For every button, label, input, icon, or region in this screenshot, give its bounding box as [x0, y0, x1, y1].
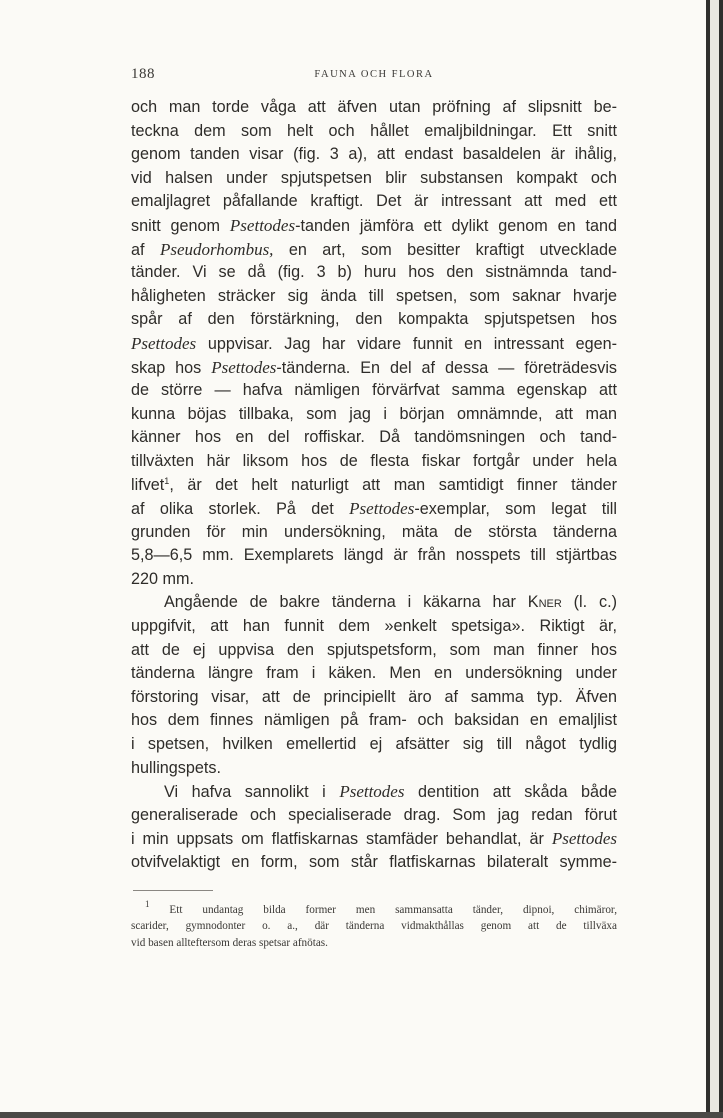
text-line [131, 474, 617, 498]
text-segment: -tanden jämföra ett dylikt genom en tand [295, 216, 618, 235]
text-line: tänderna längre fram i käken. Men en undersökning under [131, 664, 617, 683]
page-number: 188 [131, 66, 155, 82]
text-line: uppgifvit, att han funnit dem »enkelt spetsiga». Riktigt är, [131, 617, 617, 636]
text-line [131, 238, 617, 262]
footnote-marker: 1 [145, 899, 150, 909]
text-segment: uppvisar. Jag har vidare funnit en intressant egen- [207, 334, 618, 353]
italic-taxon: Psettodes [229, 215, 296, 235]
footnote-line: vid basen allteftersom deras spetsar afnötas. [131, 936, 328, 949]
text-segment: en art, som besitter kraftigt utvecklade [288, 240, 617, 259]
text-segment: lifvet [131, 475, 165, 494]
italic-taxon: Pseudorhombus, [159, 239, 274, 259]
text-segment: af olika storlek. På det [131, 500, 334, 519]
footnote [131, 899, 617, 951]
page-edge-lip [710, 0, 719, 1118]
text-line: förstoring visar, att de principiellt äro af samma typ. Äfven [131, 687, 617, 706]
text-line: generaliserade och specialiserade drag. Som jag redan förut [131, 805, 617, 824]
running-head: FAUNA OCH FLORA [314, 69, 434, 80]
text-line: tänder. Vi se då (fig. 3 b) huru hos den sistnämnda tand- [131, 263, 617, 282]
text-line [131, 780, 617, 804]
text-line: känner hos en del roffiskar. Då tandömsningen och tand- [131, 428, 617, 447]
text-line: otvifvelaktigt en form, som står flatfiskarnas bilateralt symme- [131, 853, 617, 871]
text-line: kunna böjas tillbaka, som jag i början omnämnde, att man [131, 404, 617, 423]
footnote-ref: 1 [164, 475, 170, 486]
text-line: hos dem finnes nämligen på fram- och baksidan en emaljlist [131, 711, 617, 730]
text-line [131, 332, 617, 356]
page-bottom-edge [0, 1112, 723, 1118]
text-segment: Vi hafva sannolikt i [164, 783, 326, 802]
text-line: håligheten sträcker sig ända till spetsen, som saknar hvarje [131, 286, 617, 305]
text-line: att de ej uppvisa den spjutspetsform, som man finner hos [131, 640, 617, 659]
text-line: genom tanden visar (fig. 3 a), att endast basaldelen är ihålig, [131, 145, 617, 164]
text-segment: Ett undantag bilda former men sammansatta tänder, dipnoi, chimäror, [169, 904, 617, 916]
text-line: de större — hafva nämligen förvärfvat samma egenskap att [131, 381, 617, 400]
text-line: vid halsen under spjutspetsen blir substansen kompakt och [131, 168, 617, 187]
text-segment: skap hos [131, 358, 202, 377]
text-line: 5,8—6,5 mm. Exemplarets längd är från nosspets till stjärtbas [131, 546, 617, 565]
text-segment: af [131, 240, 145, 259]
italic-taxon: Psettodes [339, 782, 405, 802]
text-segment: Angående de bakre tänderna i käkarna har [164, 593, 516, 612]
footnote-line: scarider, gymnodonter o. a., där tänderna vidmakthållas genom att de tillväxa [131, 920, 617, 933]
text-line [131, 827, 617, 851]
text-segment: snitt genom [131, 216, 221, 235]
italic-taxon: Psettodes [551, 829, 617, 849]
text-line [131, 214, 617, 238]
text-segment: -tänderna. En del af dessa — företrädesvis [276, 358, 618, 377]
text-line [131, 356, 617, 380]
text-line [131, 591, 617, 615]
author-name: Kner [527, 593, 562, 612]
text-line: hullingspets. [131, 758, 221, 777]
text-segment: -exemplar, som legat till [414, 500, 617, 519]
text-segment: dentition att skåda både [418, 783, 617, 802]
text-line: tillväxten här liksom hos de flesta fiskar fortgår under hela [131, 451, 617, 470]
text-line: 220 mm. [131, 569, 194, 588]
text-line: grunden för min undersökning, mäta de största tänderna [131, 522, 617, 541]
text-segment: (l. c.) [573, 593, 617, 612]
footnote-line [131, 899, 617, 918]
text-line: teckna dem som helt och hållet emaljbildningar. Ett snitt [131, 121, 617, 140]
italic-taxon: Psettodes [211, 357, 277, 377]
page-edge [706, 0, 723, 1118]
page-header [131, 66, 617, 86]
text-line: spår af den förstärkning, den kompakta spjutspetsen hos [131, 310, 617, 329]
italic-taxon: Psettodes [131, 333, 197, 353]
footnote-divider [133, 890, 213, 891]
text-segment: i min uppsats om flatfiskarnas stamfäder behandlat, är [131, 830, 544, 849]
text-line: och man torde våga att äfven utan pröfning af slipsnitt be- [131, 98, 617, 116]
text-line: i spetsen, hvilken emellertid ej afsätter sig till något tydlig [131, 735, 617, 754]
italic-taxon: Psettodes [349, 499, 415, 519]
text-line [131, 497, 617, 521]
text-line: emaljlagret påfallande kraftigt. Det är intressant att med ett [131, 192, 617, 211]
text-segment: , är det helt naturligt att man samtidigt finner tänder [169, 475, 617, 494]
body-text [131, 96, 617, 875]
